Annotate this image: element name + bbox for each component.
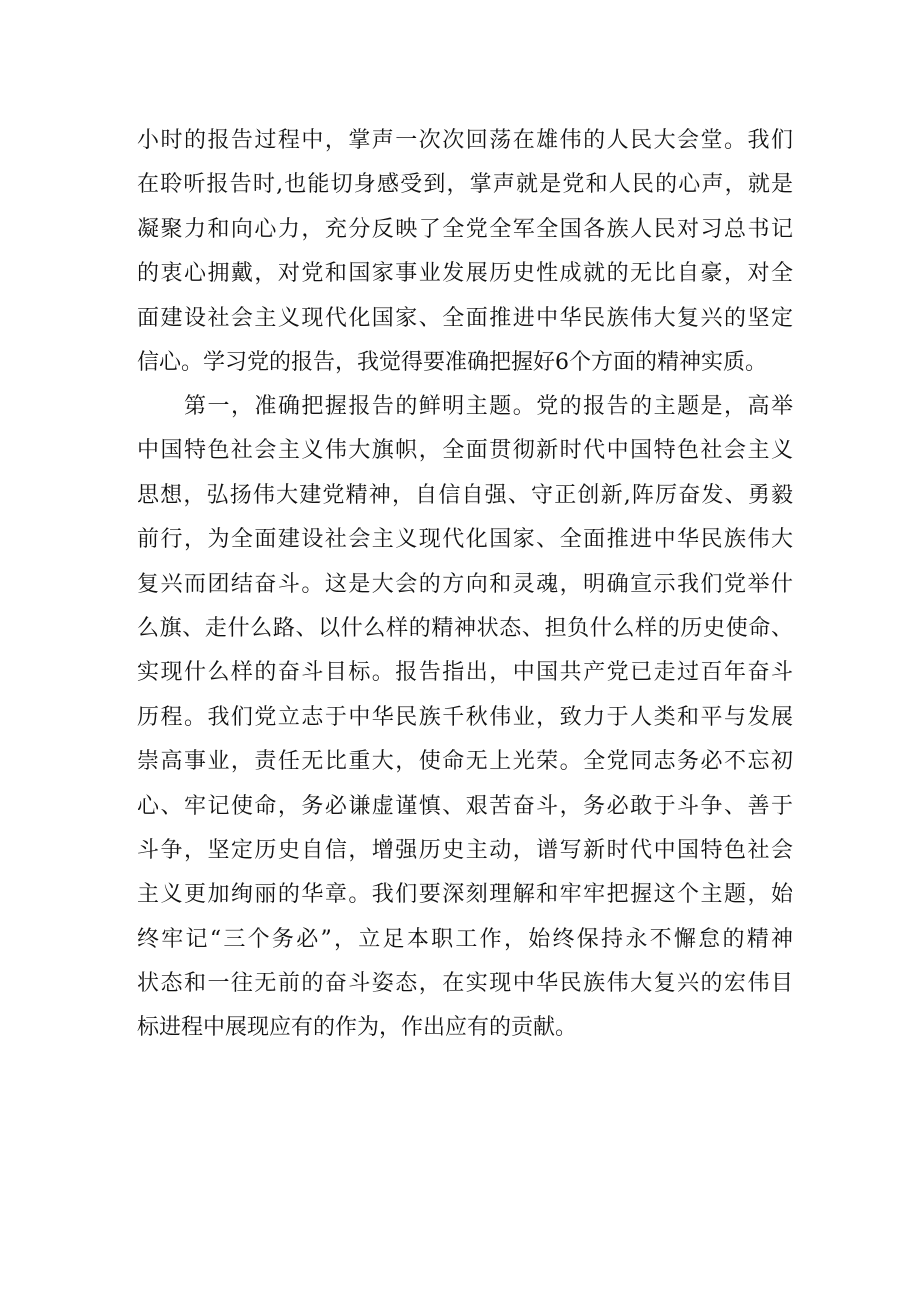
- text-line: 第一，准确把握报告的鲜明主题。党的报告的主题是，高举: [184, 394, 793, 419]
- text-line: 前行，为全面建设社会主义现代化国家、全面推进中华民族伟大: [137, 527, 793, 553]
- text-line: 么旗、走什么路、以什么样的精神状态、担负什么样的历史使命、: [137, 615, 793, 641]
- text-line: 崇高事业，责任无比重大，使命无上光荣。全党同志务必不忘初: [137, 749, 793, 775]
- text-line: 在聆听报告时,也能切身感受到，掌声就是党和人民的心声，就是: [137, 172, 793, 198]
- text-line: 实现什么样的奋斗目标。报告指出，中国共产党已走过百年奋斗: [137, 660, 793, 686]
- text-line: 小时的报告过程中，掌声一次次回荡在雄伟的人民大会堂。我们: [137, 128, 793, 153]
- text-line: 面建设社会主义现代化国家、全面推进中华民族伟大复兴的坚定: [137, 305, 793, 331]
- paragraph-continuation: [137, 119, 793, 385]
- text-line: 凝聚力和向心力，充分反映了全党全军全国各族人民对习总书记: [137, 216, 793, 242]
- text-line: 思想，弘扬伟大建党精神，自信自强、守正创新,阵厉奋发、勇毅: [137, 482, 793, 508]
- text-line: 主义更加绚丽的华章。我们要深刻理解和牢牢把握这个主题，始: [137, 882, 793, 908]
- paragraph-first-theme: [137, 385, 793, 1051]
- text-line: 斗争，坚定历史自信，增强历史主动，谱写新时代中国特色社会: [137, 837, 793, 863]
- text-line: 标进程中展现应有的作为，作出应有的贡献。: [137, 1015, 578, 1041]
- text-line: 中国特色社会主义伟大旗帜，全面贯彻新时代中国特色社会主义: [137, 438, 793, 464]
- text-line: 历程。我们党立志于中华民族千秋伟业，致力于人类和平与发展: [137, 704, 793, 730]
- text-line: 复兴而团结奋斗。这是大会的方向和灵魂，明确宣示我们党举什: [137, 571, 793, 597]
- text-line: 信心。学习党的报告，我觉得要准确把握好6个方面的精神实质。: [137, 349, 767, 375]
- text-line: 终牢记“三个务必”，立足本职工作，始终保持永不懈怠的精神: [137, 926, 793, 952]
- text-line: 的衷心拥戴，对党和国家事业发展历史性成就的无比自豪，对全: [137, 261, 793, 287]
- text-line: 状态和一往无前的奋斗姿态，在实现中华民族伟大复兴的宏伟目: [137, 971, 793, 997]
- text-line: 心、牢记使命，务必谦虚谨慎、艰苦奋斗，务必敢于斗争、善于: [137, 793, 793, 819]
